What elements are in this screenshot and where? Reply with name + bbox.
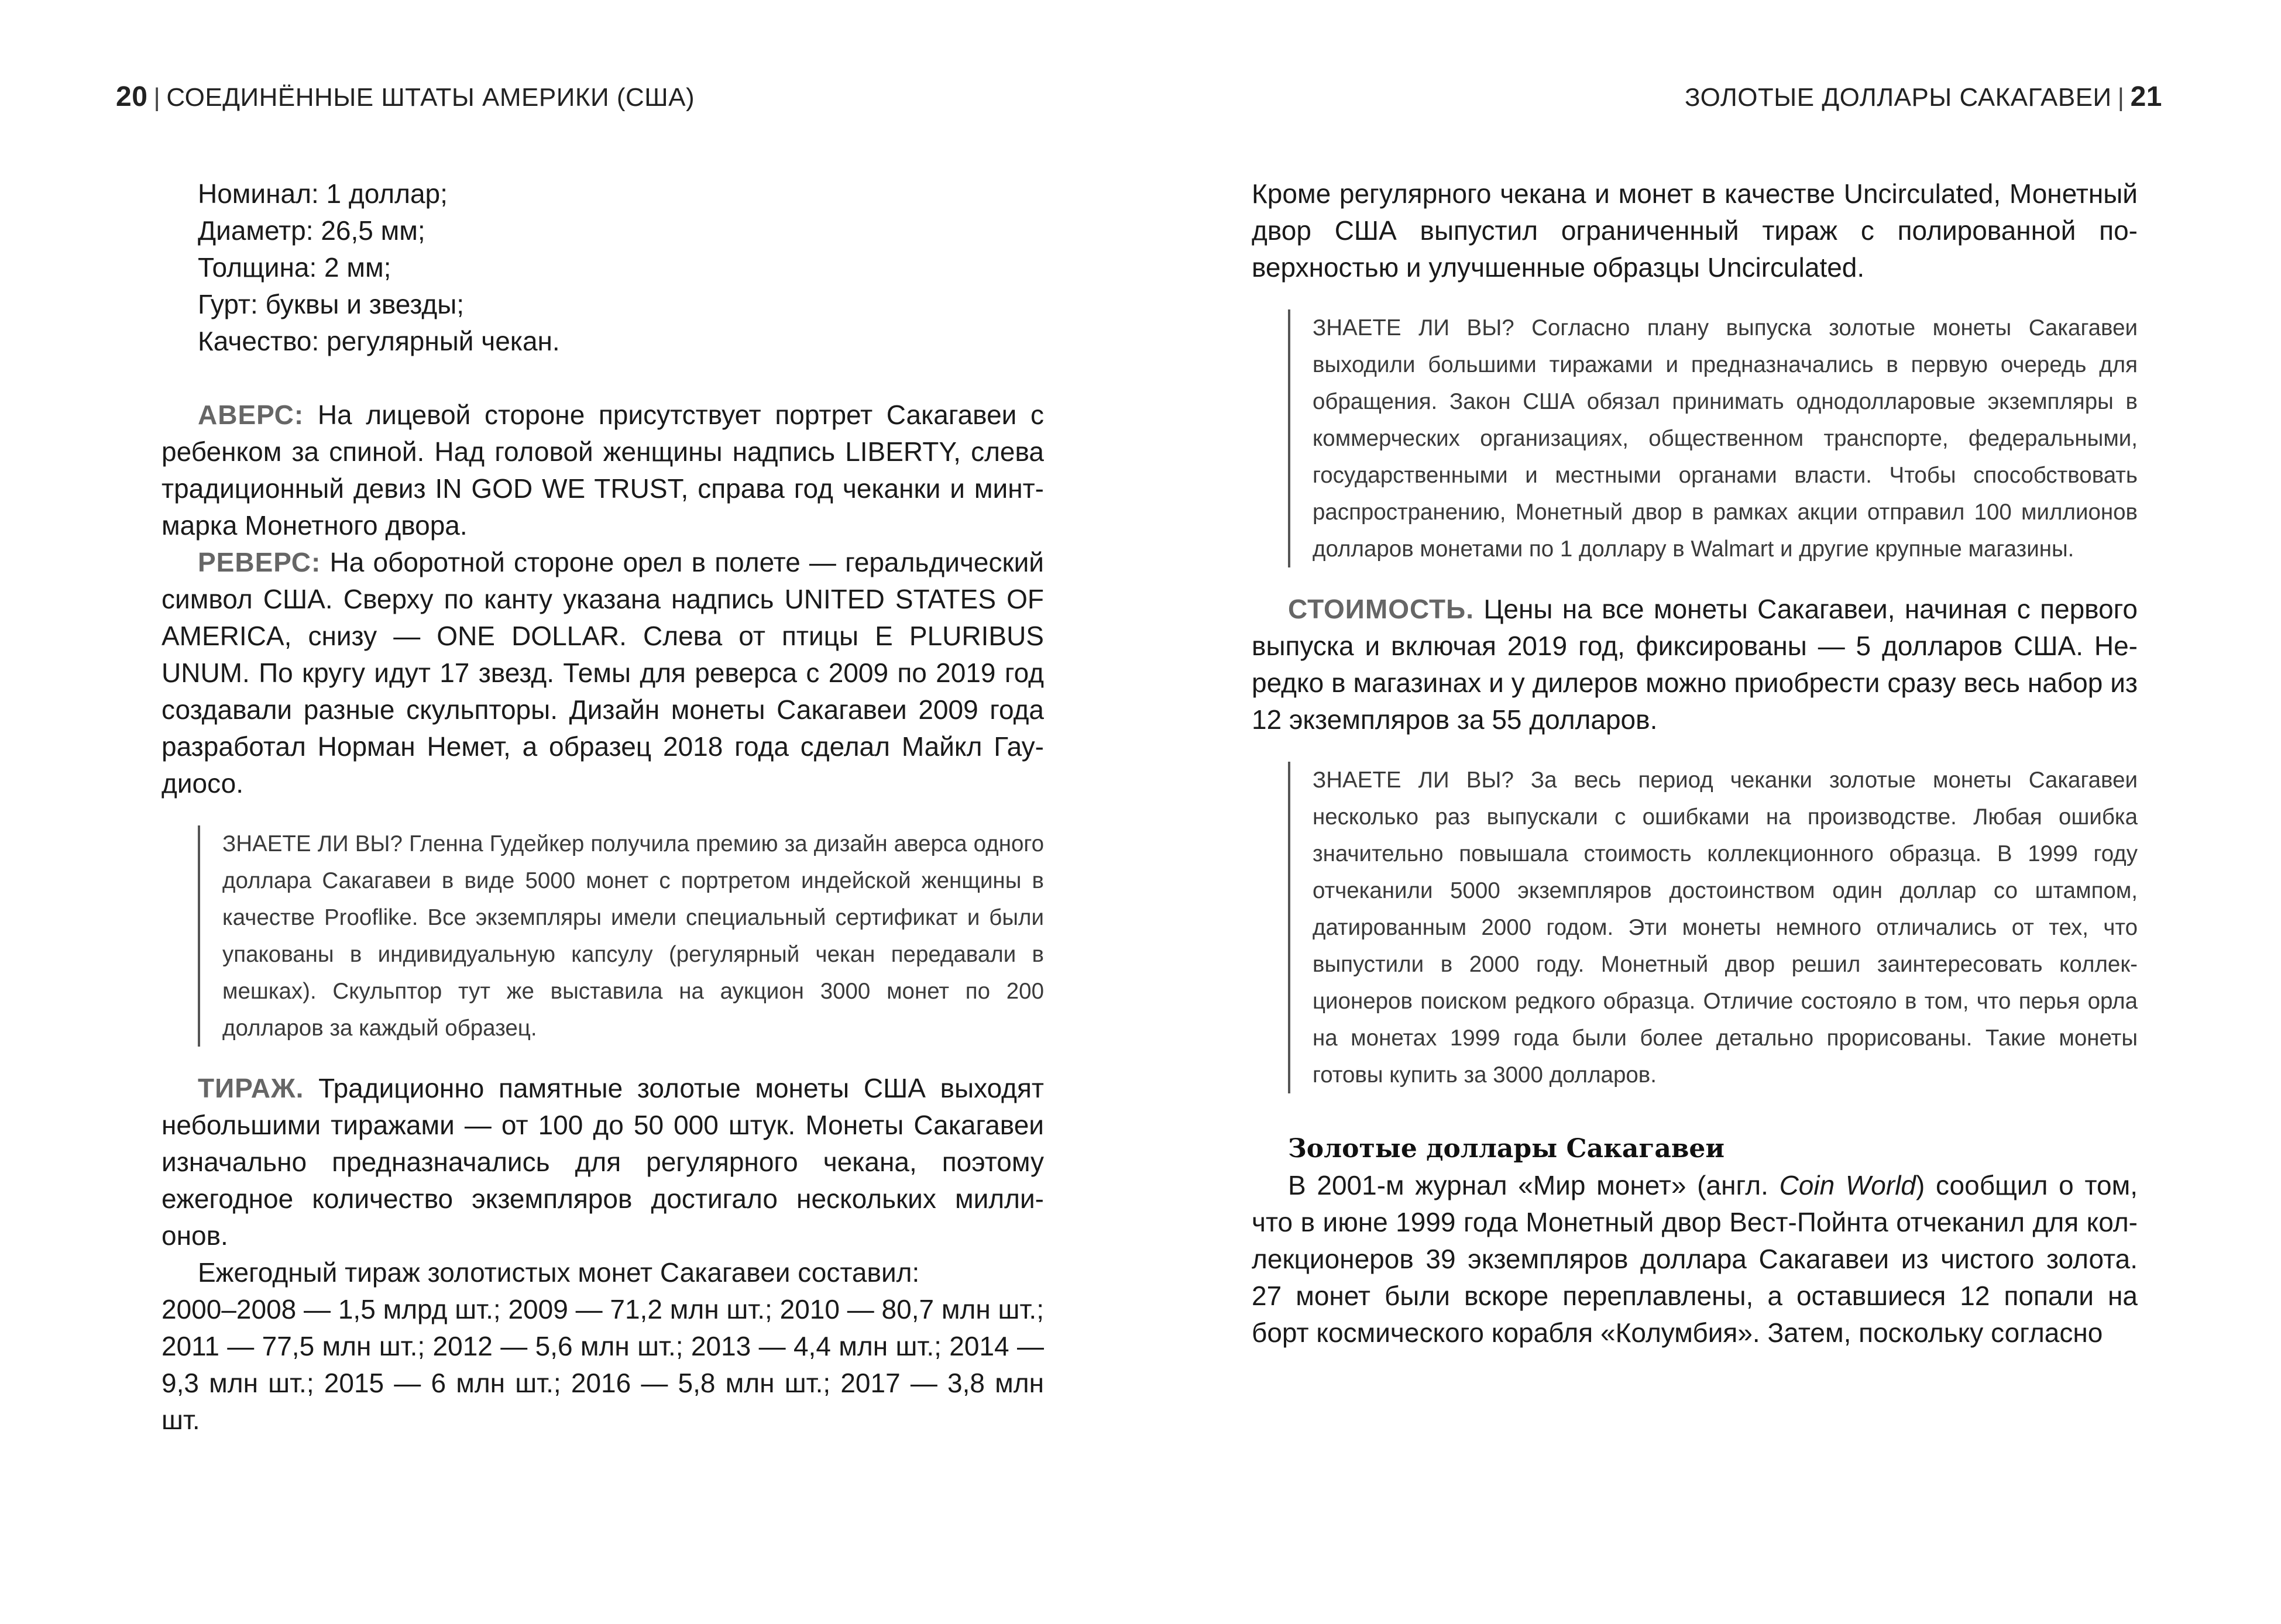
story-paragraph [1252,1167,2138,1351]
mintage-figures: 2000–2008 — 1,5 млрд шт.; 2009 — 71,2 млн шт.; 2010 — 80,7 млн шт.; 2011 — 77,5 млн шт.; 2012 — 5,6 млн шт.; 2013 — 4,4 млн шт.; 2014 — 9,3 млн шт.; 2015 — 6 млн шт.; 2016 — 5,8 млн шт.; 2017 — 3,8 млн шт. [162,1294,1044,1435]
mintage-text: Традиционно памятные золотые монеты США выходят небольшими тиражами — от 100 до 50 000 штук. Монеты Сакагавеи изначально предназначались для регулярного чекана, поэтому ежегодное количество экземпляров достигало нескольких миллионов. [162,1073,1044,1251]
right-running-title: ЗОЛОТЫЕ ДОЛЛАРЫ САКАГАВЕИ [1685,83,2112,112]
right-running-head [1685,80,2162,115]
spacer [1252,738,2138,762]
spacer [1252,286,2138,309]
spec-quality: Качество: регулярный чекан. [198,326,560,356]
spec-thickness: Толщина: 2 мм; [198,252,391,283]
left-page-number: 20 [116,81,148,112]
reverse-text: На оборотной стороне орел в полете — геральдический символ США. Сверху по канту указана надпись UNITED STATES OF AMERICA, снизу — ONE DOLLAR. Слева от птицы E PLURIBUS UNUM. По кругу идут 17 звезд. Темы для реверса с 2009 по 2019 год создавали разные скульпторы. Дизайн монеты Сакагавеи 2009 года разработал Норман Немет, а образец 2018 года сделал Майкл Гаудиосо. [162,547,1044,799]
did-you-know-aside: ЗНАЕТЕ ЛИ ВЫ? За весь период чеканки золотые монеты Сакагавеи несколько раз выпускали с ошибками на производстве. Любая ошибка значительно повышала стоимость коллекционного образца. В 1999 году отчеканили 5000 экземпляров достоинством один доллар со штампом, датированным 2000 годом. Эти монеты немного отличались от тех, что выпустили в 2000 году. Монетный двор решил заинтересовать коллекционеров поиском редкого образца. Отличие состояло в том, что перья орла на монетах 1999 года были более детально прорисованы. Такие монеты готовы купить за 3000 долларов. [1288,762,2138,1093]
coin-specs-list [198,176,1044,360]
spacer [162,802,1044,825]
intro-paragraph: Кроме регулярного чекана и монет в качестве Uncirculated, Монетный двор США выпустил ограниченный тираж с полированной поверхностью и улучшенные образцы Uncirculated. [1252,178,2138,283]
obverse-label: АВЕРС: [198,400,304,430]
header-separator: | [2117,83,2125,112]
spec-denomination: Номинал: 1 доллар; [198,178,448,209]
story-text-1: В 2001-м журнал «Мир монет» (англ. [1288,1170,1780,1200]
spacer [1252,1093,2138,1130]
section-title: Золотые доллары Сакагавеи [1288,1134,1725,1164]
did-you-know-aside: ЗНАЕТЕ ЛИ ВЫ? Согласно плану выпуска золотые монеты Сакагавеи выходили большими тиражами и предназначались в первую очередь для обращения. Закон США обязал принимать однодолларовые экземпляры в коммерческих организациях, общественном транспорте, федеральными, государственными и местными органами власти. Чтобы способствовать распространению, Монетный двор в рамках акции отправил 100 миллионов долларов монетами по 1 доллару в Walmart и другие крупные магазины. [1288,309,2138,567]
left-running-title: СОЕДИНЁННЫЕ ШТАТЫ АМЕРИКИ (США) [166,83,695,112]
reverse-paragraph [162,544,1044,802]
left-running-head [116,80,695,115]
story-text-2: ) сообщил о том, что в июне 1999 года Монетный двор Вест-Пойнта отчеканил для коллекционеров 39 экземпляров доллара Сакагавеи из чистого золота. 27 монет были вскоре переплавлены, а оставшиеся 12 попали на борт космического корабля «Колумбия». Затем, поскольку согласно [1252,1170,2138,1348]
obverse-paragraph [162,397,1044,544]
did-you-know-aside: ЗНАЕТЕ ЛИ ВЫ? Гленна Гудейкер получила премию за дизайн аверса одного доллара Сакагавеи в виде 5000 монет с портретом индейской женщины в качестве Prooflike. Все экземпляры имели специальный сертификат и были упакованы в индивидуальную капсулу (регулярный чекан передавали в мешках). Скульптор тут же выставила на аукцион 3000 монет по 200 долларов за каждый образец. [198,825,1044,1047]
left-page [0,0,1140,1624]
price-text: Цены на все монеты Сакагавеи, начиная с первого выпуска и включая 2019 год, фиксированы — 5 долларов США. Нередко в магазинах и у дилеров можно приобрести сразу весь набор из 12 экземпляров за 55 долларов. [1252,594,2138,735]
story-italic: Coin World [1779,1170,1916,1200]
header-separator: | [153,83,161,112]
right-page-number: 21 [2130,81,2162,112]
right-page [1140,0,2281,1624]
mintage-intro: Ежегодный тираж золотистых монет Сакагавеи составил: [198,1257,920,1288]
mintage-paragraph [162,1070,1044,1254]
right-column [1252,176,2138,1351]
reverse-label: РЕВЕРС: [198,547,321,577]
spec-diameter: Диаметр: 26,5 мм; [198,215,425,246]
obverse-text: На лицевой стороне присутствует портрет Сакагавеи с ребенком за спиной. Над головой женщины надпись LIBERTY, слева традиционный девиз IN GOD WE TRUST, справа год чеканки и минтмарка Монетного двора. [162,400,1044,541]
price-paragraph [1252,591,2138,738]
left-column [162,176,1044,1439]
spacer [162,1047,1044,1070]
spec-edge: Гурт: буквы и звезды; [198,289,465,319]
mintage-label: ТИРАЖ. [198,1073,304,1103]
price-label: СТОИМОСТЬ. [1288,594,1474,624]
spacer [162,360,1044,397]
spacer [1252,567,2138,591]
